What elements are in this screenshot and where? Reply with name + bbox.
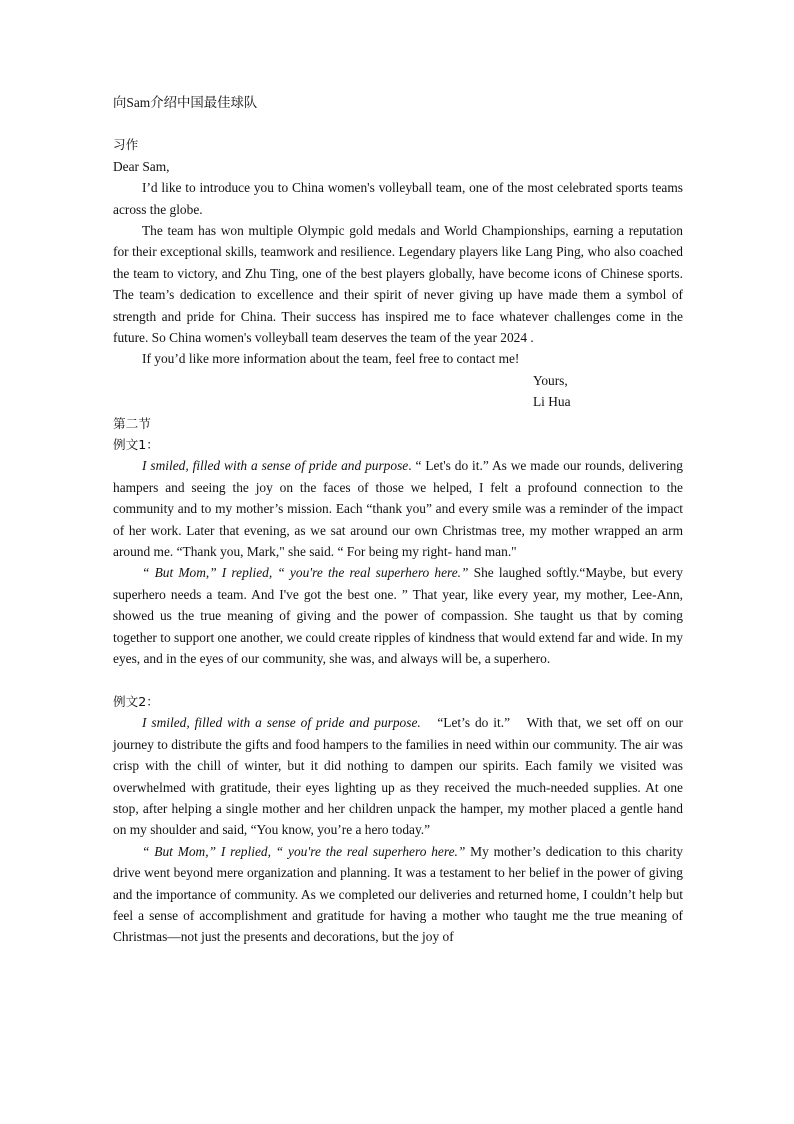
example-2-paragraph-1 (113, 712, 683, 840)
document-body (113, 92, 683, 948)
letter-paragraph-3: If you’d like more information about the team, feel free to contact me! (142, 351, 520, 367)
example-2-label: 例文2： (113, 693, 159, 709)
section-label-part-two: 第二节 (113, 415, 151, 431)
letter-paragraph-2: The team has won multiple Olympic gold medals and World Championships, earning a reputation for their exceptional skills, teamwork and resilience. Legendary players like Lang Ping, who also coached the team to victory, and Zhu Ting, one of the best players globally, have become icons of Chinese sports. The team’s dedication to excellence and their spirit of never giving up have made them a symbol of strength and pride for China. Their success has inspired me to face whatever challenges come in the future. So China women's volleyball team deserves the team of the year 2024 . (113, 223, 683, 346)
example-2-opening-sentence: I smiled, filled with a sense of pride and purpose. (142, 715, 421, 731)
example-2-paragraph-2 (113, 841, 683, 948)
example-1-paragraph-1-text: . “ Let's do it.” As we made our rounds, delivering hampers and seeing the joy on the faces of those we helped, I felt a profound connection to the community and to my mother’s mission. Each “thank you” and every smile was a reminder of the impact of her work. Later that evening, as we sat around our own Christmas tree, my mother wrapped an arm around me. “Thank you, Mark," she said. “ For being my right- hand man." (113, 458, 683, 560)
example-1-paragraph-1 (113, 455, 683, 562)
example-1-paragraph-2 (113, 562, 683, 669)
example-1-paragraph-2-text: She laughed softly.“Maybe, but every superhero needs a team. And I've got the best one. ” That year, like every year, my mother, Lee-Ann, showed us the true meaning of giving and the power of compassion. She taught us that by coming together to support one another, we could create ripples of kindness that would extend far and wide. In my eyes, and in the eyes of our community, she was, and always will be, a superhero. (113, 565, 684, 667)
letter-paragraph-1: I’d like to introduce you to China women's volleyball team, one of the most celebrated sports teams across the globe. (113, 180, 683, 217)
example-2-second-opening: “ But Mom,” I replied, “ you're the real superhero here.” (142, 843, 466, 859)
example-2-paragraph-2-text: My mother’s dedication to this charity drive went beyond mere organization and planning. It was a testament to her belief in the power of giving and the importance of community. As we completed our deliveries and returned home, I couldn’t help but feel a sense of accomplishment and gratitude for having a mother who taught me the true meaning of Christmas—not just the presents and decorations, but the joy of (113, 843, 683, 945)
letter-closing: Yours, (533, 372, 568, 388)
letter-signature: Li Hua (533, 394, 571, 410)
example-2-paragraph-1-text: “Let’s do it.” With that, we set off on our journey to distribute the gifts and food hampers to the families in need within our community. The air was crisp with the chill of winter, but it did nothing to dampen our spirits. Each family we visited was overwhelmed with gratitude, their eyes lighting up as they received the much-needed supplies. At one stop, after helping a single mother and her children unpack the hamper, my mother placed a gentle hand on my shoulder and said, “You know, you’re a hero today.” (113, 715, 683, 838)
letter-salutation: Dear Sam, (113, 158, 170, 174)
document-title: 向Sam介绍中国最佳球队 (113, 95, 258, 110)
section-label-essay: 习作 (113, 137, 139, 153)
example-1-opening-sentence: I smiled, filled with a sense of pride and purpose (142, 458, 409, 474)
spacer (113, 670, 683, 691)
example-1-label: 例文1： (113, 437, 159, 453)
example-1-second-opening: “ But Mom,” I replied, “ you're the real superhero here.” (142, 565, 469, 581)
